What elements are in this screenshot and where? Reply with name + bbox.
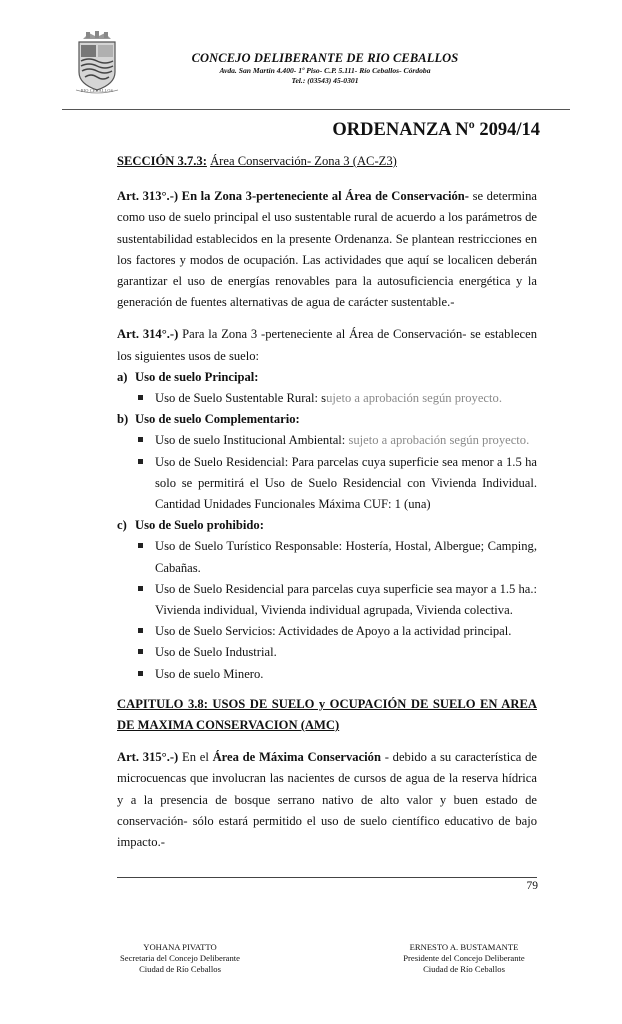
bullet-icon (138, 586, 143, 591)
subsection-a (117, 367, 537, 388)
subsection-c (117, 515, 537, 536)
list-item: Uso de Suelo Residencial para parcelas cuya superficie sea mayor a 1.5 ha.: Vivienda individual, Vivienda individual agrupada, Vivienda colectiva. (117, 579, 537, 621)
article-315-heading: Art. 315°.-) (117, 750, 179, 765)
section-title: Área Conservación- Zona 3 (AC-Z3) (210, 154, 397, 168)
signatory-role: Presidente del Concejo Deliberante (403, 953, 525, 963)
signature-right (369, 942, 559, 975)
article-315-bold-term: Área de Máxima Conservación (212, 750, 381, 765)
article-313-heading: Art. 313°.-) En la Zona 3-perteneciente al Área de Conservación- (117, 189, 469, 204)
council-name: CONCEJO DELIBERANTE DE RIO CEBALLOS (191, 51, 459, 65)
bullet-icon (138, 543, 143, 548)
subsection-c-label: c) (117, 518, 127, 533)
list-item: Uso de Suelo Industrial. (117, 642, 537, 663)
section-heading (117, 151, 537, 172)
list-item: Uso de Suelo Sustentable Rural: sujeto a aprobación según proyecto. (117, 388, 537, 409)
article-315-text: - debido a su característica de microcuencas que involucran las nacientes de cursos de agua de la reserva hídrica y a la presencia de bosque serrano nativo de alto valor y buen estado de conservación- sólo estará permitido el uso de suelo científico educativo de bajo impacto.- (117, 750, 538, 850)
signature-left (85, 942, 275, 975)
article-314-heading: Art. 314°.-) (117, 327, 179, 342)
header-divider (62, 109, 570, 110)
subsection-a-label: a) (117, 369, 128, 384)
signatory-name: YOHANA PIVATTO (143, 942, 217, 952)
municipal-crest-logo (75, 30, 119, 96)
article-315: Art. 315°.-) En el Área de Máxima Conservación - debido a su característica de microcuencas que involucran las nacientes de cursos de agua de la reserva hídrica y a la presencia de bosque serrano nativo de alto valor y buen estado de conservación- sólo estará permitido el uso de suelo científico educativo de bajo impacto.- (117, 750, 538, 850)
list-item: Uso de Suelo Residencial: Para parcelas cuya superficie sea menor a 1.5 ha solo se permitirá el Uso de Suelo Residencial con Vivienda Individual. Cantidad Unidades Funcionales Máxima CUF: 1 (una) (117, 452, 537, 516)
bullet-icon (138, 395, 143, 400)
council-address: Avda. San Martín 4.400- 1º Piso- C.P. 5.111- Río Ceballos- Córdoba (219, 66, 431, 75)
subsection-c-title: Uso de Suelo prohibido: (135, 518, 264, 533)
article-314-text: Para la Zona 3 -perteneciente al Área de Conservación- se establecen los siguientes usos de suelo: (117, 327, 538, 363)
subsection-a-title: Uso de suelo Principal: (135, 369, 259, 384)
bullet-icon (138, 437, 143, 442)
article-314 (117, 324, 537, 366)
bullet-icon (138, 628, 143, 633)
signatory-place: Ciudad de Río Ceballos (139, 964, 221, 974)
bullet-icon (138, 671, 143, 676)
article-313-text: se determina como uso de suelo principal el uso sustentable rural de acuerdo a los parámetros de sustentabilidad establecidos en la presente Ordenanza. Se plantean restricciones en los factores y modos de ocupación. Las actividades que aquí se localicen deberán garantizar el uso de energías renovables para la autosuficiencia energética y la generación de fuentes alternativas de agua de carácter sustentable.- (117, 189, 538, 310)
subsection-b-title: Uso de suelo Complementario: (135, 412, 300, 427)
signatory-role: Secretaria del Concejo Deliberante (119, 953, 240, 963)
list-item: Uso de suelo Institucional Ambiental: sujeto a aprobación según proyecto. (117, 430, 537, 451)
page-number: 79 (526, 880, 538, 892)
signatory-name: ERNESTO A. BUSTAMANTE (409, 942, 519, 952)
subsection-b (117, 409, 537, 430)
list-item: Uso de Suelo Servicios: Actividades de Apoyo a la actividad principal. (117, 621, 537, 642)
council-phone: Tel.: (03543) 45-0301 (291, 76, 359, 85)
section-label: SECCIÓN 3.7.3: (117, 154, 207, 168)
document-body (117, 151, 537, 853)
signatory-place: Ciudad de Río Ceballos (423, 964, 505, 974)
subsection-b-label: b) (117, 412, 129, 427)
footer-divider (117, 877, 537, 878)
chapter-heading (117, 694, 537, 736)
list-item: Uso de suelo Minero. (117, 664, 537, 685)
bullet-icon (138, 649, 143, 654)
crest-caption: RIO CEBALLOS (80, 88, 114, 93)
article-313 (117, 186, 537, 313)
bullet-icon (138, 459, 143, 464)
chapter-title: CAPITULO 3.8: USOS DE SUELO y OCUPACIÓN DE SUELO EN AREA DE MAXIMA CONSERVACION (AMC) (117, 696, 537, 733)
ordinance-number: ORDENANZA Nº 2094/14 (332, 120, 540, 140)
list-item: Uso de Suelo Turístico Responsable: Hostería, Hostal, Albergue; Camping, Cabañas. (117, 536, 537, 578)
